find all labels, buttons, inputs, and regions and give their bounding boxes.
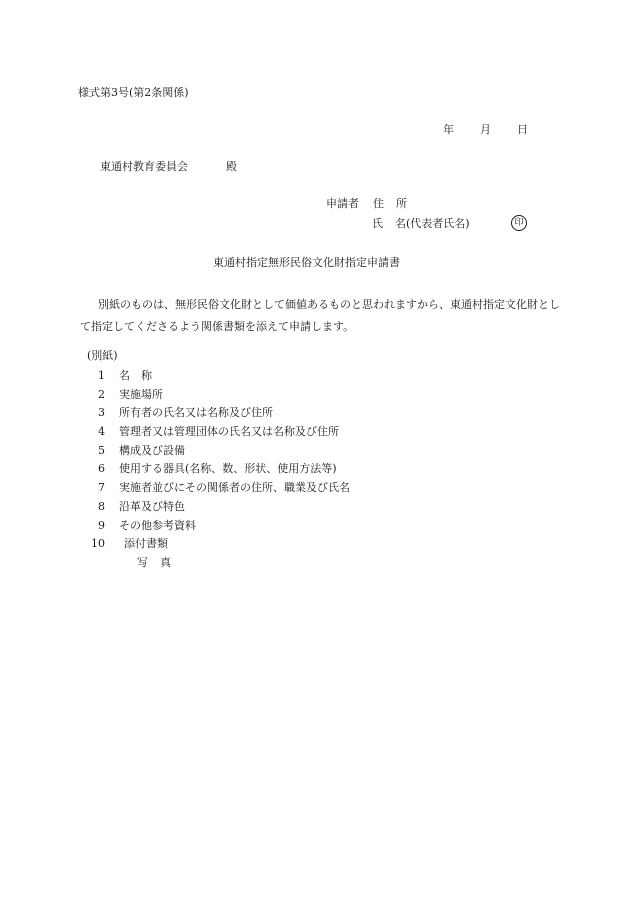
document-title: 東通村指定無形民俗文化財指定申請書 [213, 256, 400, 269]
seal-mark: 印 [511, 215, 527, 231]
list-item-text: その他参考資料 [119, 518, 196, 532]
list-item-number: 3 [98, 406, 105, 420]
appendix-sub-item [137, 557, 171, 568]
addressee-honorific: 殿 [226, 160, 237, 173]
applicant-label: 申請者 [326, 197, 359, 210]
date-line [443, 124, 528, 135]
body-paragraph: 別紙のものは、無形民俗文化財として価値あるものと思われますから、東通村指定文化財として指定してくださるよう関係書類を添えて申請します。 [80, 298, 560, 333]
list-item-text: 添付書類 [124, 537, 168, 551]
applicant-name-label-2: 名(代表者氏名) [395, 217, 470, 230]
date-month: 月 [480, 123, 491, 136]
list-item-text: 所有者の氏名又は名称及び住所 [119, 406, 273, 420]
list-item-number: 8 [98, 499, 105, 513]
appendix-heading: (別紙) [87, 349, 118, 362]
form-number: 様式第3号(第2条関係) [78, 86, 189, 99]
list-item-text: 使用する器具(名称、数、形状、使用方法等) [119, 462, 337, 476]
list-item-number: 2 [98, 387, 105, 401]
list-item-text: 沿革及び特色 [119, 499, 185, 513]
list-item-text: 構成及び設備 [119, 443, 185, 457]
applicant-name-label-1: 氏 [372, 217, 383, 230]
list-item-number: 4 [98, 425, 105, 439]
list-item-number: 1 [98, 369, 105, 382]
applicant-address-label-2: 所 [396, 197, 407, 210]
date-year: 年 [443, 123, 454, 136]
list-item-number: 5 [98, 443, 105, 457]
applicant-address-row [326, 198, 407, 209]
list-item-text: 管理者又は管理団体の氏名又は名称及び住所 [119, 425, 339, 439]
appendix-sub-item-part-2: 真 [160, 556, 171, 569]
date-day: 日 [517, 123, 528, 136]
addressee [100, 161, 237, 172]
list-item-number: 10 [91, 537, 105, 551]
applicant-address-label-1: 住 [373, 197, 384, 210]
list-item-text: 実施者並びにその関係者の住所、職業及び氏名 [119, 481, 350, 495]
list-item-number: 7 [98, 481, 105, 495]
list-item-number: 9 [98, 518, 105, 532]
list-item-number: 6 [98, 462, 105, 476]
addressee-name: 東通村教育委員会 [100, 160, 188, 173]
applicant-name-row [372, 218, 470, 229]
list-item-text: 実施場所 [119, 387, 163, 401]
appendix-sub-item-part-1: 写 [137, 556, 148, 569]
list-item-text: 名 称 [119, 369, 152, 382]
